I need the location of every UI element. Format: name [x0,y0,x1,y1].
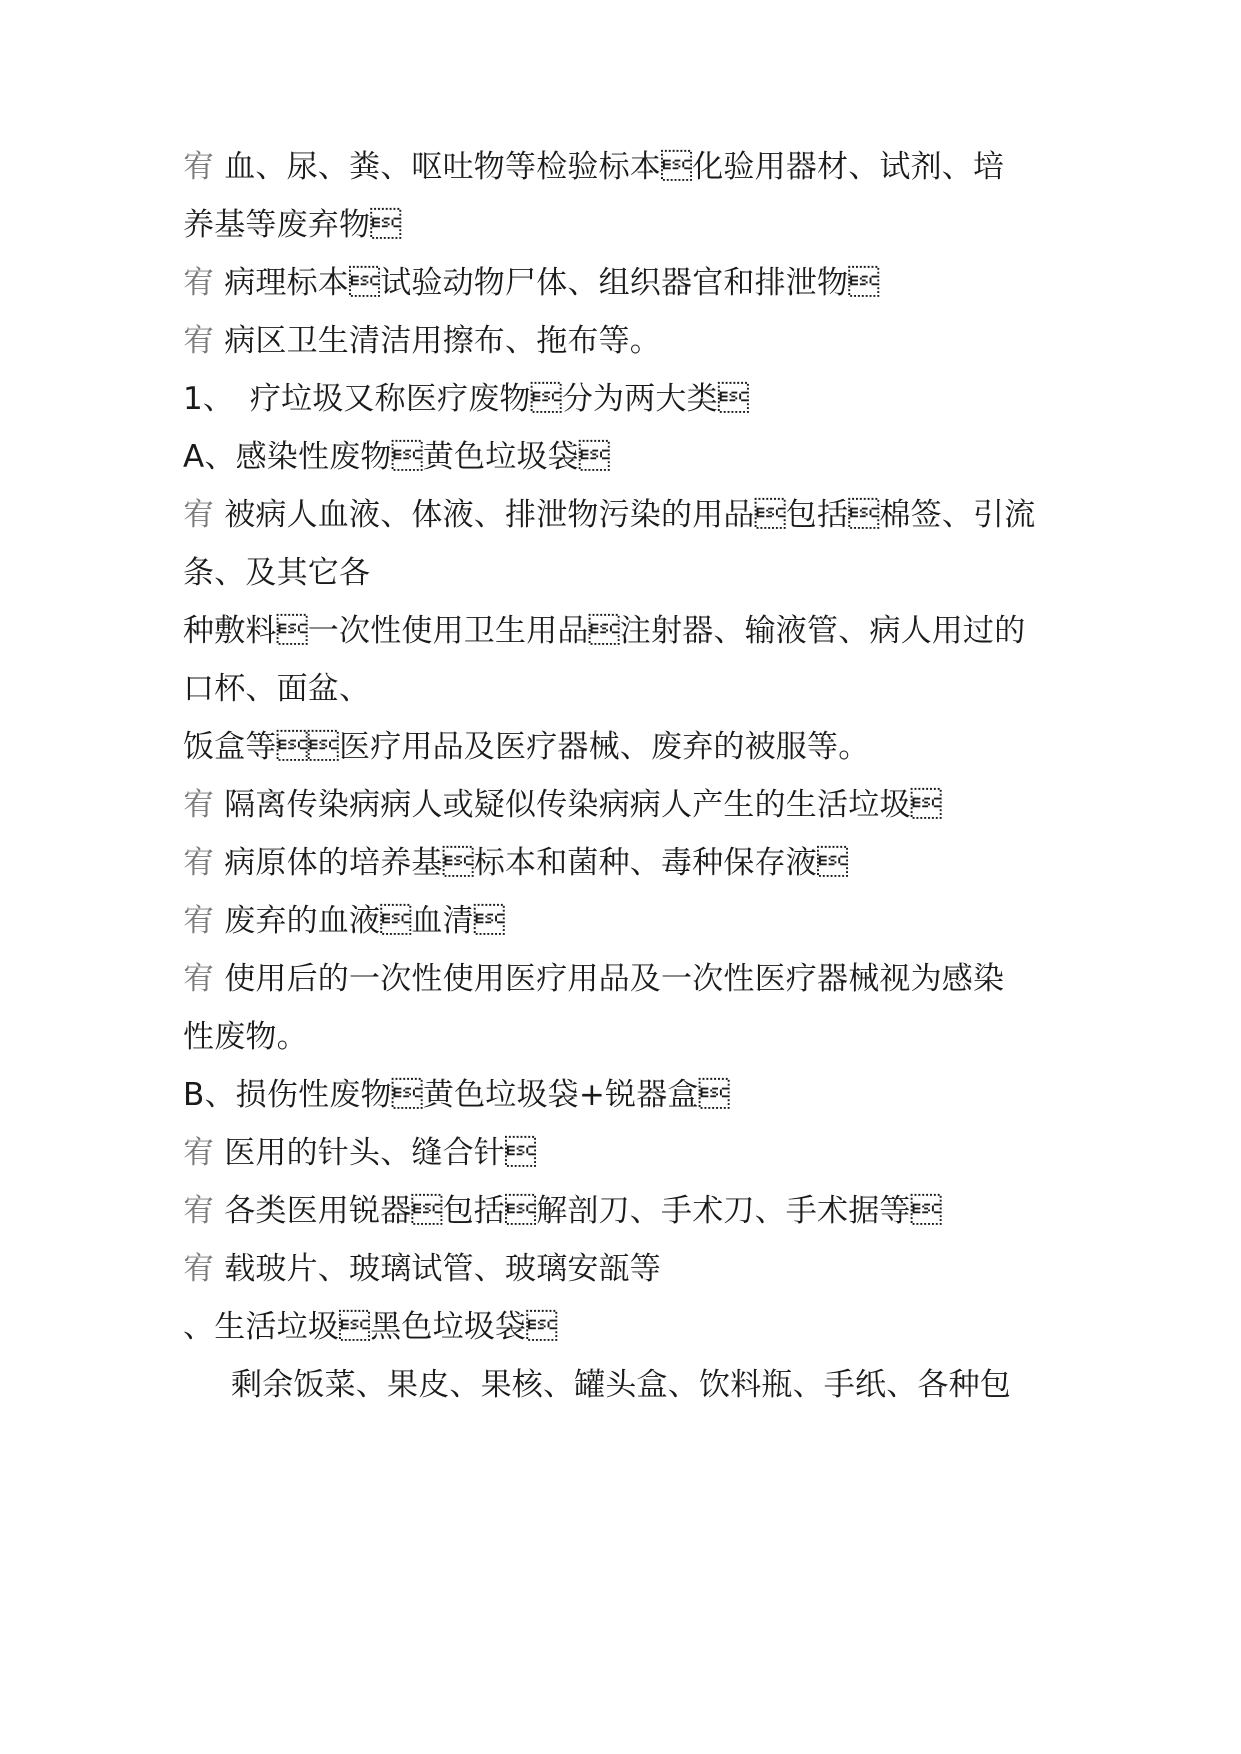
line-text: 种敷料一次性使用卫生用品注射器、输液管、病人用过的 [183,613,1026,649]
text-line [183,321,1083,361]
line-text: 血、尿、粪、呕吐物等检验标本化验用器材、试剂、培 [224,149,1005,185]
bullet-icon: 宥 [183,149,215,185]
line-text: 被病人血液、体液、排泄物污染的用品包括棉签、引流 [224,497,1036,533]
line-text: 载玻片、玻璃试管、玻璃安瓿等 [224,1251,662,1287]
text-line [183,205,1083,245]
text-line [183,1017,1083,1057]
bullet-icon: 宥 [183,323,215,359]
text-line [183,1307,1083,1347]
line-text: 1、 疗垃圾又称医疗废物分为两大类 [183,381,750,417]
text-line [183,727,1083,767]
line-text: 病原体的培养基标本和菌种、毒种保存液 [224,845,849,881]
text-line [183,1249,1083,1289]
line-text: 、生活垃圾黑色垃圾袋 [183,1309,558,1345]
bullet-icon: 宥 [183,497,215,533]
line-text: 饭盒等医疗用品及医疗器械、废弃的被服等。 [183,729,870,765]
line-text: 各类医用锐器包括解剖刀、手术刀、手术据等 [224,1193,942,1229]
text-line [183,1133,1083,1173]
line-text: A、感染性废物黄色垃圾袋 [183,439,611,475]
line-text: 废弃的血液血清 [224,903,506,939]
bullet-icon: 宥 [183,961,215,997]
text-line [183,611,1083,651]
line-text: 病区卫生清洁用擦布、拖布等。 [224,323,662,359]
text-line [183,843,1083,883]
line-text: B、损伤性废物黄色垃圾袋+锐器盒 [183,1077,730,1113]
line-text: 口杯、面盆、 [183,671,371,707]
line-text: 剩余饭菜、果皮、果核、罐头盒、饮料瓶、手纸、各种包 [231,1367,1011,1403]
text-line [183,959,1083,999]
text-line [183,669,1083,709]
bullet-icon: 宥 [183,1193,215,1229]
text-line [183,785,1083,825]
bullet-icon: 宥 [183,903,215,939]
bullet-icon: 宥 [183,1251,215,1287]
text-line [183,437,1083,477]
bullet-icon: 宥 [183,265,215,301]
line-text: 病理标本试验动物尸体、组织器官和排泄物 [224,265,880,301]
text-line [183,1075,1083,1115]
text-line [183,263,1083,303]
line-text: 养基等废弃物 [183,207,402,243]
line-text: 条、及其它各 [183,555,371,591]
text-line [183,495,1083,535]
line-text: 医用的针头、缝合针 [224,1135,537,1171]
line-text: 使用后的一次性使用医疗用品及一次性医疗器械视为感染 [224,961,1005,997]
text-line [183,379,1083,419]
line-text: 隔离传染病病人或疑似传染病病人产生的生活垃圾 [224,787,942,823]
text-line [183,1365,1131,1405]
text-line [183,1191,1083,1231]
text-line [183,147,1083,187]
bullet-icon: 宥 [183,845,215,881]
text-line [183,901,1083,941]
bullet-icon: 宥 [183,1135,215,1171]
bullet-icon: 宥 [183,787,215,823]
line-text: 性废物。 [183,1019,308,1055]
text-line [183,553,1083,593]
